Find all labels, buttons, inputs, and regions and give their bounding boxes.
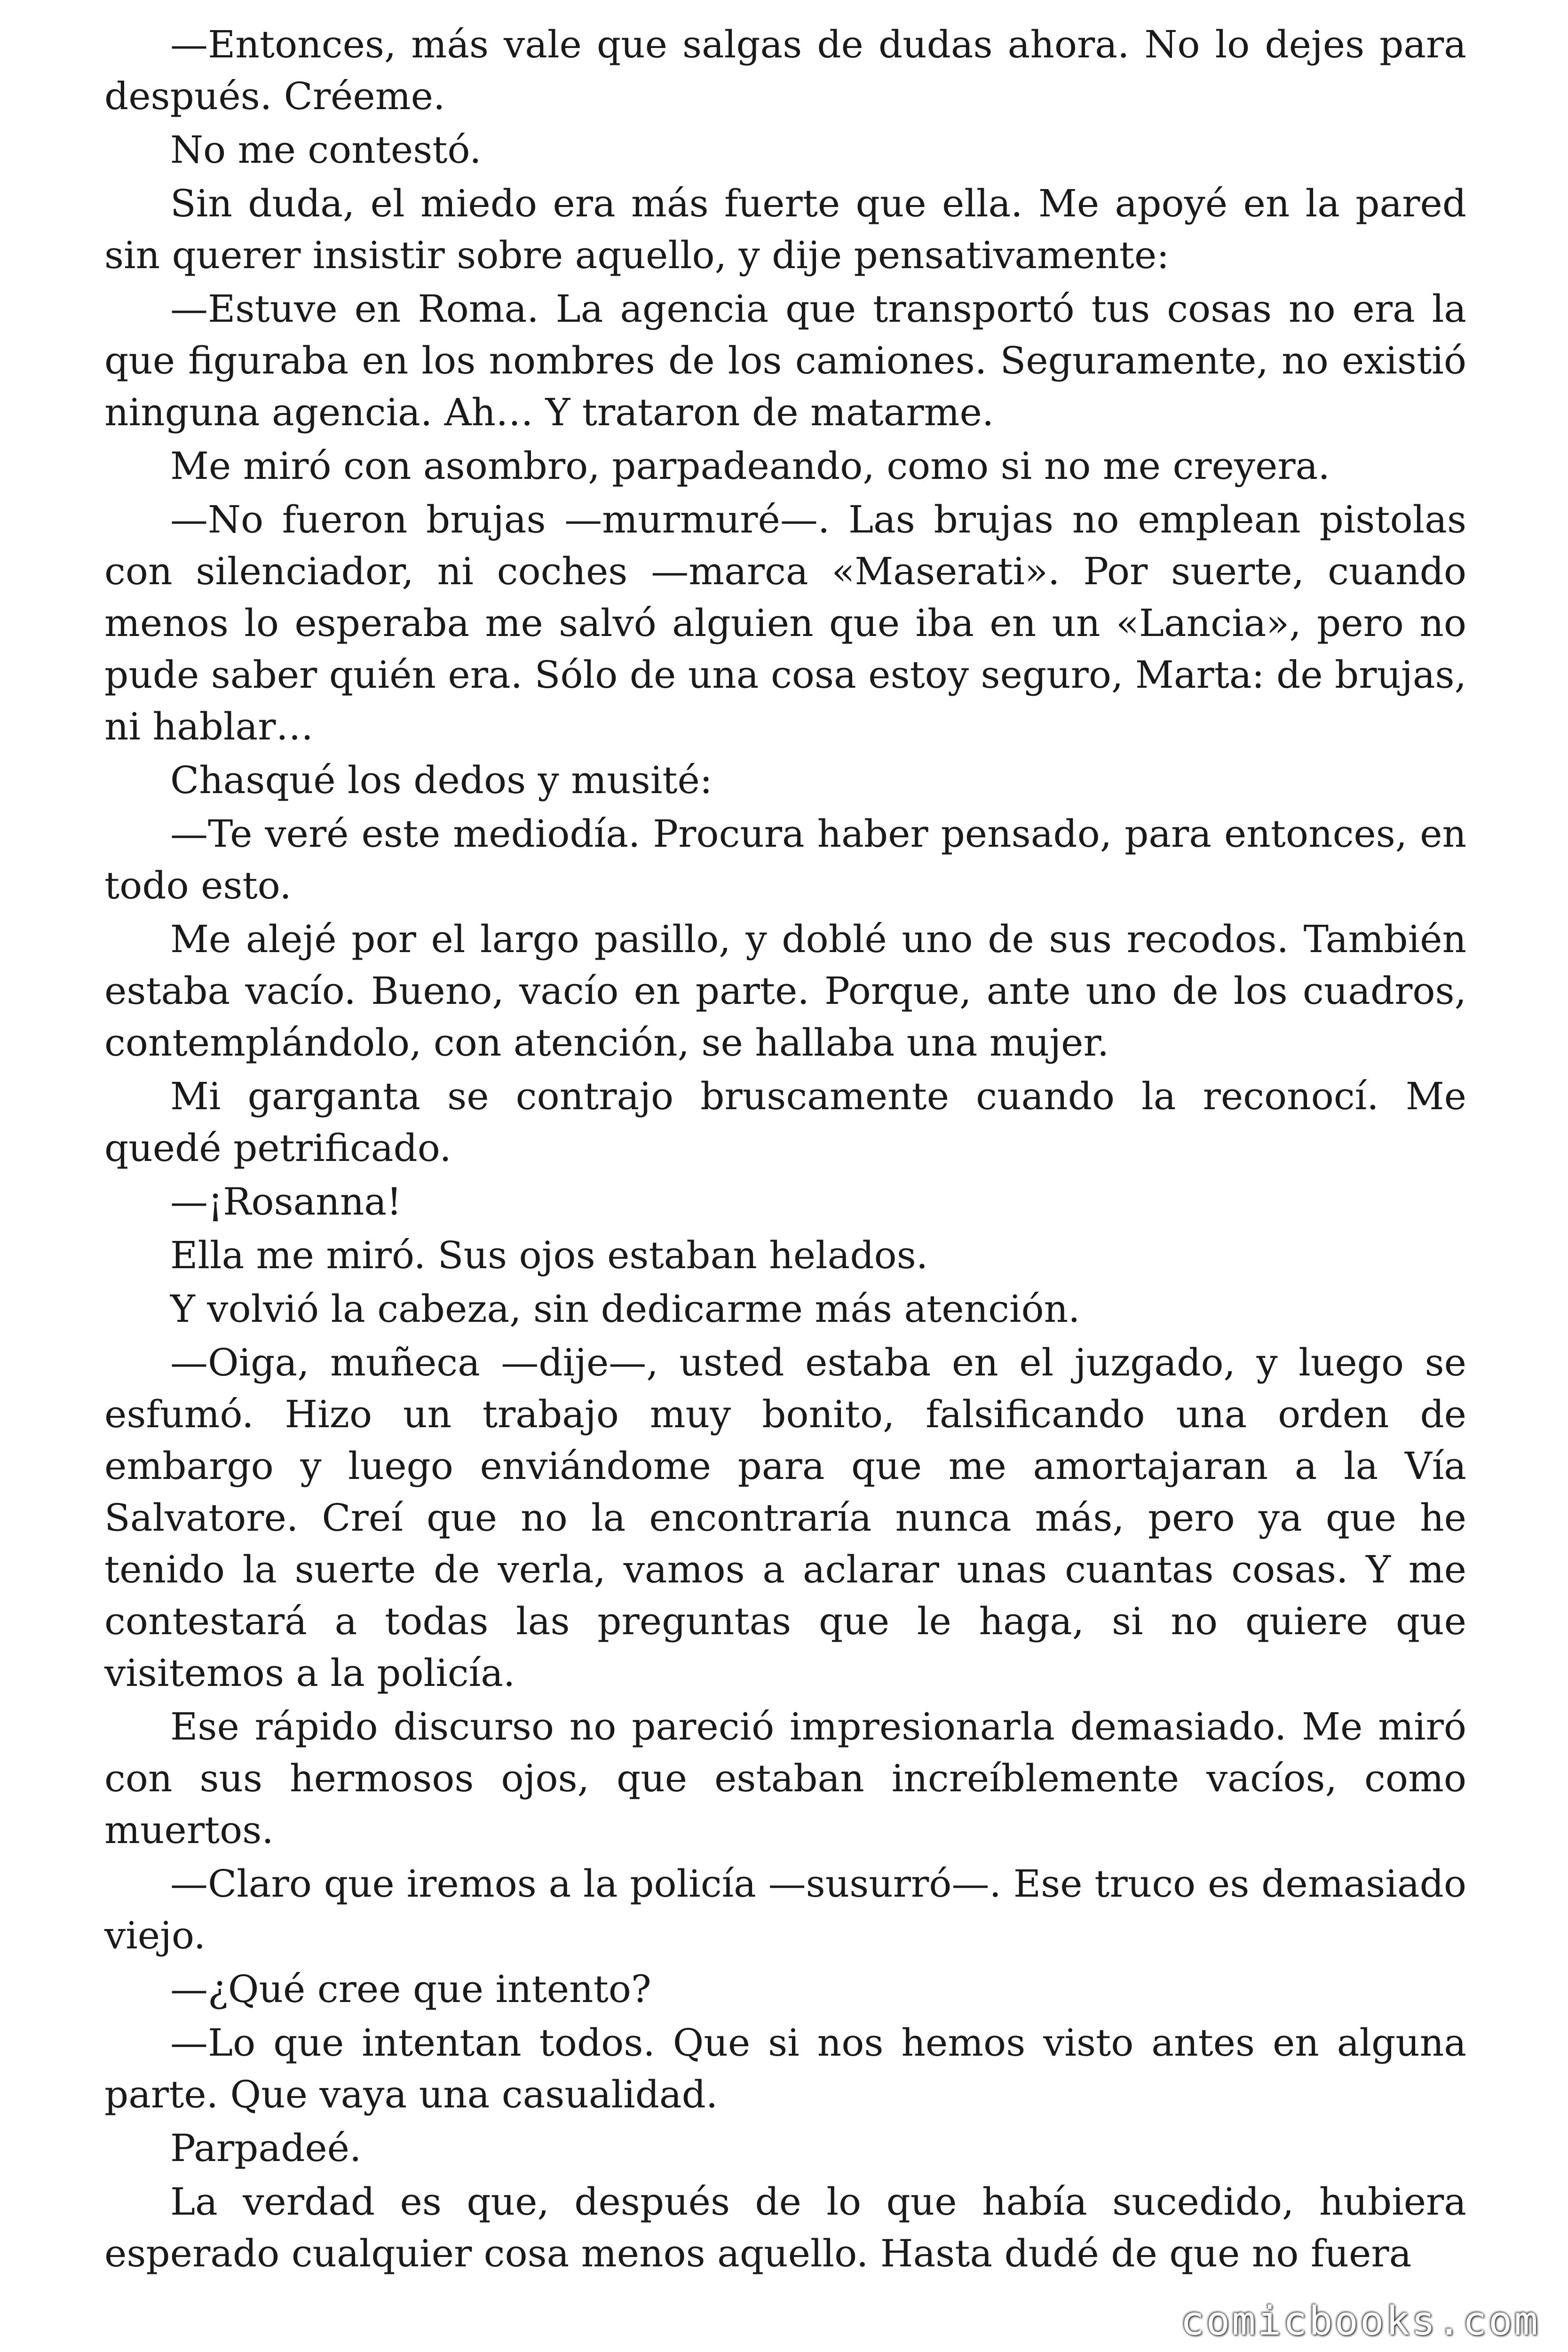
- paragraph: Mi garganta se contrajo bruscamente cuando la reconocí. Me quedé petrificado.: [104, 1074, 1466, 1170]
- paragraph: Ese rápido discurso no pareció impresionarla demasiado. Me miró con sus hermosos ojos, que estaban increíblemente vacíos, como muertos.: [104, 1705, 1466, 1852]
- paragraph: Sin duda, el miedo era más fuerte que ella. Me apoyé en la pared sin querer insistir sobre aquello, y dije pensativamente:: [104, 182, 1466, 277]
- paragraph: Y volvió la cabeza, sin dedicarme más atención.: [170, 1287, 1080, 1331]
- paragraph: Me alejé por el largo pasillo, y doblé uno de sus recodos. También estaba vacío. Bueno, vacío en parte. Porque, ante uno de los cuadros, contemplándolo, con atención, se hallaba una mujer.: [104, 917, 1466, 1065]
- paragraph: La verdad es que, después de lo que había sucedido, hubiera esperado cualquier cosa menos aquello. Hasta dudé de que no fuera: [104, 2180, 1466, 2275]
- paragraph: Parpadeé.: [170, 2126, 362, 2170]
- paragraph: —Oiga, muñeca —dije—, usted estaba en el juzgado, y luego se esfumó. Hizo un trabajo muy bonito, falsificando una orden de embargo y luego enviándome para que me amortajaran a la Vía Salvatore. Creí que no la encontraría nunca más, pero ya que he tenido la suerte de verla, vamos a aclarar unas cuantas cosas. Y me contestará a todas las preguntas que le haga, si no quiere que visitemos a la policía.: [104, 1341, 1466, 1695]
- paragraph: —Lo que intentan todos. Que si nos hemos visto antes en alguna parte. Que vaya una casualidad.: [104, 2021, 1466, 2116]
- watermark: comicbooks.com: [1180, 2298, 1540, 2344]
- paragraph: No me contestó.: [170, 128, 482, 172]
- paragraph: —Estuve en Roma. La agencia que transportó tus cosas no era la que figuraba en los nombres de los camiones. Seguramente, no existió ninguna agencia. Ah… Y trataron de matarme.: [104, 287, 1466, 434]
- book-page: [104, 19, 1466, 2281]
- paragraph: —Entonces, más vale que salgas de dudas ahora. No lo dejes para después. Créeme.: [104, 23, 1466, 118]
- paragraph: —No fueron brujas —murmuré—. Las brujas no emplean pistolas con silenciador, ni coches —marca «Maserati». Por suerte, cuando menos lo esperaba me salvó alguien que iba en un «Lancia», pero no pude saber quién era. Sólo de una cosa estoy seguro, Marta: de brujas, ni hablar…: [104, 498, 1466, 748]
- paragraph: —¿Qué cree que intento?: [170, 1967, 651, 2011]
- paragraph: Ella me miró. Sus ojos estaban helados.: [170, 1233, 928, 1277]
- paragraph: Chasqué los dedos y musité:: [170, 758, 713, 802]
- paragraph: Me miró con asombro, parpadeando, como si no me creyera.: [170, 444, 1330, 488]
- paragraph: —Te veré este mediodía. Procura haber pensado, para entonces, en todo esto.: [104, 812, 1466, 907]
- paragraph: —Claro que iremos a la policía —susurró—. Ese truco es demasiado viejo.: [104, 1862, 1466, 1957]
- paragraph: —¡Rosanna!: [170, 1180, 402, 1224]
